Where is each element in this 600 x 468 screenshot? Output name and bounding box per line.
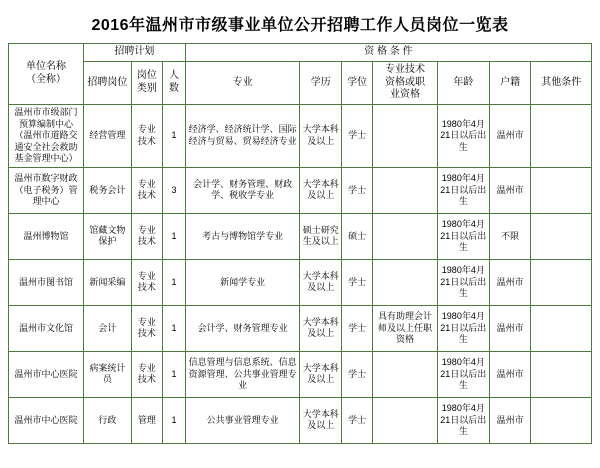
table-body [9,105,592,444]
cell-post-type: 管理 [131,397,162,443]
cell-certificate [373,259,438,305]
cell-post-type: 专业技术 [131,305,162,351]
cell-degree: 学士 [342,305,373,351]
table-group-header-row [9,44,592,62]
cell-household: 不限 [489,213,531,259]
cell-degree: 学士 [342,105,373,168]
cell-certificate [373,105,438,168]
cell-unit: 温州市图书馆 [9,259,84,305]
table-row [9,213,592,259]
header-post-type [131,61,162,104]
cell-certificate [373,167,438,213]
cell-major: 考古与博物馆学专业 [185,213,300,259]
cell-post-type: 专业技术 [131,167,162,213]
header-education: 学历 [300,61,342,104]
cell-other [531,213,592,259]
table-row [9,259,592,305]
table-row [9,397,592,443]
cell-count: 1 [163,213,186,259]
cell-degree: 学士 [342,259,373,305]
header-post: 招聘岗位 [83,61,131,104]
cell-other [531,351,592,397]
cell-age: 1980年4月21日以后出生 [437,167,489,213]
cell-education: 大学本科及以上 [300,105,342,168]
cell-post: 行政 [83,397,131,443]
table-row [9,351,592,397]
cell-major: 公共事业管理专业 [185,397,300,443]
cell-other [531,259,592,305]
header-unit-name-line1: 单位名称 [25,61,66,73]
cell-degree: 硕士 [342,213,373,259]
cell-age: 1980年4月21日以后出生 [437,259,489,305]
table-head [9,44,592,105]
cell-household: 温州市 [489,105,531,168]
cell-other [531,167,592,213]
cell-count: 1 [163,397,186,443]
cell-count: 1 [163,259,186,305]
cell-count: 1 [163,351,186,397]
cell-major: 会计学、财务管理专业 [185,305,300,351]
cell-post: 新闻采编 [83,259,131,305]
cell-post-type: 专业技术 [131,259,162,305]
table-column-header-row [9,61,592,104]
header-certificate-line3: 业资格 [390,89,421,101]
cell-education: 大学本科及以上 [300,259,342,305]
cell-age: 1980年4月21日以后出生 [437,105,489,168]
cell-household: 温州市 [489,305,531,351]
cell-unit: 温州市中心医院 [9,397,84,443]
cell-age: 1980年4月21日以后出生 [437,397,489,443]
cell-education: 大学本科及以上 [300,397,342,443]
cell-certificate [373,397,438,443]
cell-other [531,105,592,168]
page-title: 2016年温州市市级事业单位公开招聘工作人员岗位一览表 [91,17,509,34]
cell-unit: 温州市数字财政（电子税务）管理中心 [9,167,84,213]
cell-major: 新闻学专业 [185,259,300,305]
header-count: 人数 [163,61,186,104]
cell-major: 信息管理与信息系统、信息资源管理、公共事业管理专业 [185,351,300,397]
cell-count: 3 [163,167,186,213]
cell-degree: 学士 [342,167,373,213]
cell-degree: 学士 [342,397,373,443]
header-qualification: 资 格 条 件 [185,44,591,62]
cell-education: 硕士研究生及以上 [300,213,342,259]
cell-certificate [373,213,438,259]
cell-major: 会计学、财务管理、财政学、税收学专业 [185,167,300,213]
cell-household: 温州市 [489,351,531,397]
cell-unit: 温州市市级部门预算编制中心（温州市道路交通安全社会救助基金管理中心） [9,105,84,168]
header-post-type-line2: 类别 [136,82,157,94]
cell-post: 馆藏文物保护 [83,213,131,259]
table-row [9,105,592,168]
header-household: 户籍 [489,61,531,104]
cell-count: 1 [163,105,186,168]
cell-post: 经营管理 [83,105,131,168]
header-recruit-plan: 招聘计划 [83,44,185,62]
cell-unit: 温州市中心医院 [9,351,84,397]
header-major: 专业 [185,61,300,104]
cell-education: 大学本科及以上 [300,351,342,397]
cell-post-type: 专业技术 [131,213,162,259]
cell-post-type: 专业技术 [131,105,162,168]
cell-other [531,397,592,443]
header-age: 年龄 [437,61,489,104]
cell-count: 1 [163,305,186,351]
cell-post: 会计 [83,305,131,351]
cell-post: 病案统计员 [83,351,131,397]
cell-age: 1980年4月21日以后出生 [437,305,489,351]
cell-unit: 温州市文化馆 [9,305,84,351]
cell-household: 温州市 [489,397,531,443]
header-certificate-line2: 资格或职 [385,76,426,88]
cell-other [531,305,592,351]
cell-unit: 温州博物馆 [9,213,84,259]
cell-education: 大学本科及以上 [300,167,342,213]
header-degree: 学位 [342,61,373,104]
cell-education: 大学本科及以上 [300,305,342,351]
cell-certificate [373,351,438,397]
table-row [9,305,592,351]
cell-household: 温州市 [489,167,531,213]
header-other: 其他条件 [531,61,592,104]
header-post-type-line1: 岗位 [136,70,157,82]
cell-certificate: 具有助理会计师及以上任职资格 [373,305,438,351]
cell-post: 税务会计 [83,167,131,213]
table-row [9,167,592,213]
header-certificate-line1: 专业技术 [385,63,426,75]
header-certificate [373,61,438,104]
cell-degree: 学士 [342,351,373,397]
cell-household: 温州市 [489,259,531,305]
cell-post-type: 专业技术 [131,351,162,397]
header-unit-name [9,44,84,105]
cell-age: 1980年4月21日以后出生 [437,351,489,397]
recruitment-table [8,43,592,444]
header-unit-name-line2: （全称） [25,74,66,86]
cell-age: 1980年4月21日以后出生 [437,213,489,259]
cell-major: 经济学、经济统计学、国际经济与贸易、贸易经济专业 [185,105,300,168]
